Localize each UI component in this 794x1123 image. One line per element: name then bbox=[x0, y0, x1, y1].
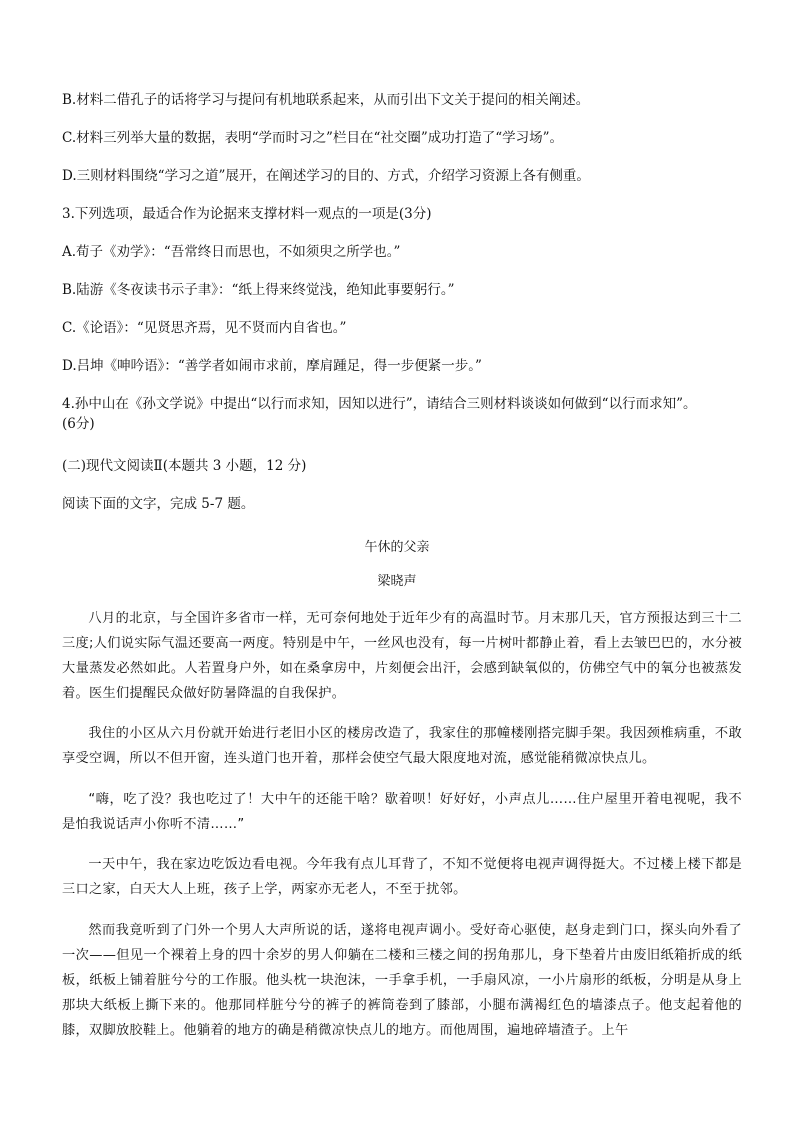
question-3-option-d: D.吕坤《呻吟语》：“善学者如闹市求前，摩肩踵足，得一步便紧一步。” bbox=[62, 358, 482, 374]
story-author: 梁晓声 bbox=[377, 574, 417, 589]
story-paragraph-5: 然而我竟听到了门外一个男人大声所说的话，遂将电视声调小。受好奇心驱使，赵身走到门口，探头向外看了一次——但见一个裸着上身的四十余岁的男人仰躺在二楼和三楼之间的拐角那儿，身下垫着片由废旧纸箱折成的纸板，纸板上铺着脏兮兮的工作服。他头枕一块泡沫，一手拿手机，一手扇风凉，一小片扇形的纸板，分明是从身上那块大纸板上撕下来的。他那同样脏兮兮的裤子的裤筒卷到了膝部，小腿布满褐红色的墙漆点子。他支起着他的膝，双脚放胶鞋上。他躺着的地方的确是稍微凉快点儿的地方。而他周围，遍地碎墙渣子。上午 bbox=[62, 923, 742, 1038]
question-4-score: (6分) bbox=[62, 416, 95, 432]
question-3-option-c: C.《论语》：“见贤思齐焉，见不贤而内自省也。” bbox=[62, 320, 347, 336]
option-c: C.材料三列举大量的数据，表明“学而时习之”栏目在“社交圈”成功打造了“学习场”。 bbox=[62, 130, 564, 146]
reading-instruction: 阅读下面的文字，完成 5-7 题。 bbox=[62, 496, 255, 512]
question-3-stem: 3.下列选项，最适合作为论据来支撑材料一观点的一项是(3分) bbox=[62, 206, 432, 222]
story-paragraph-1: 八月的北京，与全国许多省市一样，无可奈何地处于近年少有的高温时节。月末那几天，官方预报达到三十二三度;人们说实际气温还要高一两度。特别是中午，一丝风也没有，每一片树叶都静止着，看上去皱巴巴的，水分被大量蒸发必然如此。人若置身户外，如在桑拿房中，片刻便会出汗，会感到缺氧似的，仿佛空气中的氧分也被蒸发着。医生们提醒民众做好防暑降温的自我保护。 bbox=[62, 611, 742, 701]
story-paragraph-2: 我住的小区从六月份就开始进行老旧小区的楼房改造了，我家住的那幢楼刚搭完脚手架。我因颈椎病重，不敢享受空调，所以不但开窗，连头道门也开着，那样会使空气最大限度地对流，感觉能稍微凉快点儿。 bbox=[62, 726, 742, 766]
question-4-stem: 4.孙中山在《孙文学说》中提出“以行而求知，因知以进行”，请结合三则材料谈谈如何做到“以行而求知”。 bbox=[62, 396, 697, 412]
story-paragraph-3: “嗨，吃了没？我也吃过了！大中午的还能干啥？歇着呗！好好好，小声点儿……住户屋里开着电视呢，我不是怕我说话声小你听不清……” bbox=[62, 792, 742, 832]
option-b: B.材料二借孔子的话将学习与提问有机地联系起来，从而引出下文关于提问的相关阐述。 bbox=[62, 92, 590, 108]
question-3-option-a: A.荀子《劝学》：“吾常终日而思也，不如须臾之所学也。” bbox=[62, 244, 401, 260]
section-heading: (二)现代文阅读Ⅱ(本题共 3 小题，12 分) bbox=[62, 458, 307, 474]
story-paragraph-4: 一天中午，我在家边吃饭边看电视。今年我有点儿耳背了，不知不觉便将电视声调得挺大。不过楼上楼下都是三口之家，白天大人上班，孩子上学，两家亦无老人，不至于扰邻。 bbox=[62, 857, 742, 897]
story-title: 午休的父亲 bbox=[364, 540, 430, 555]
question-3-option-b: B.陆游《冬夜读书示子聿》：“纸上得来终觉浅，绝知此事要躬行。” bbox=[62, 282, 455, 298]
option-d: D.三则材料围绕“学习之道”展开，在阐述学习的目的、方式，介绍学习资源上各有侧重。 bbox=[62, 168, 590, 184]
